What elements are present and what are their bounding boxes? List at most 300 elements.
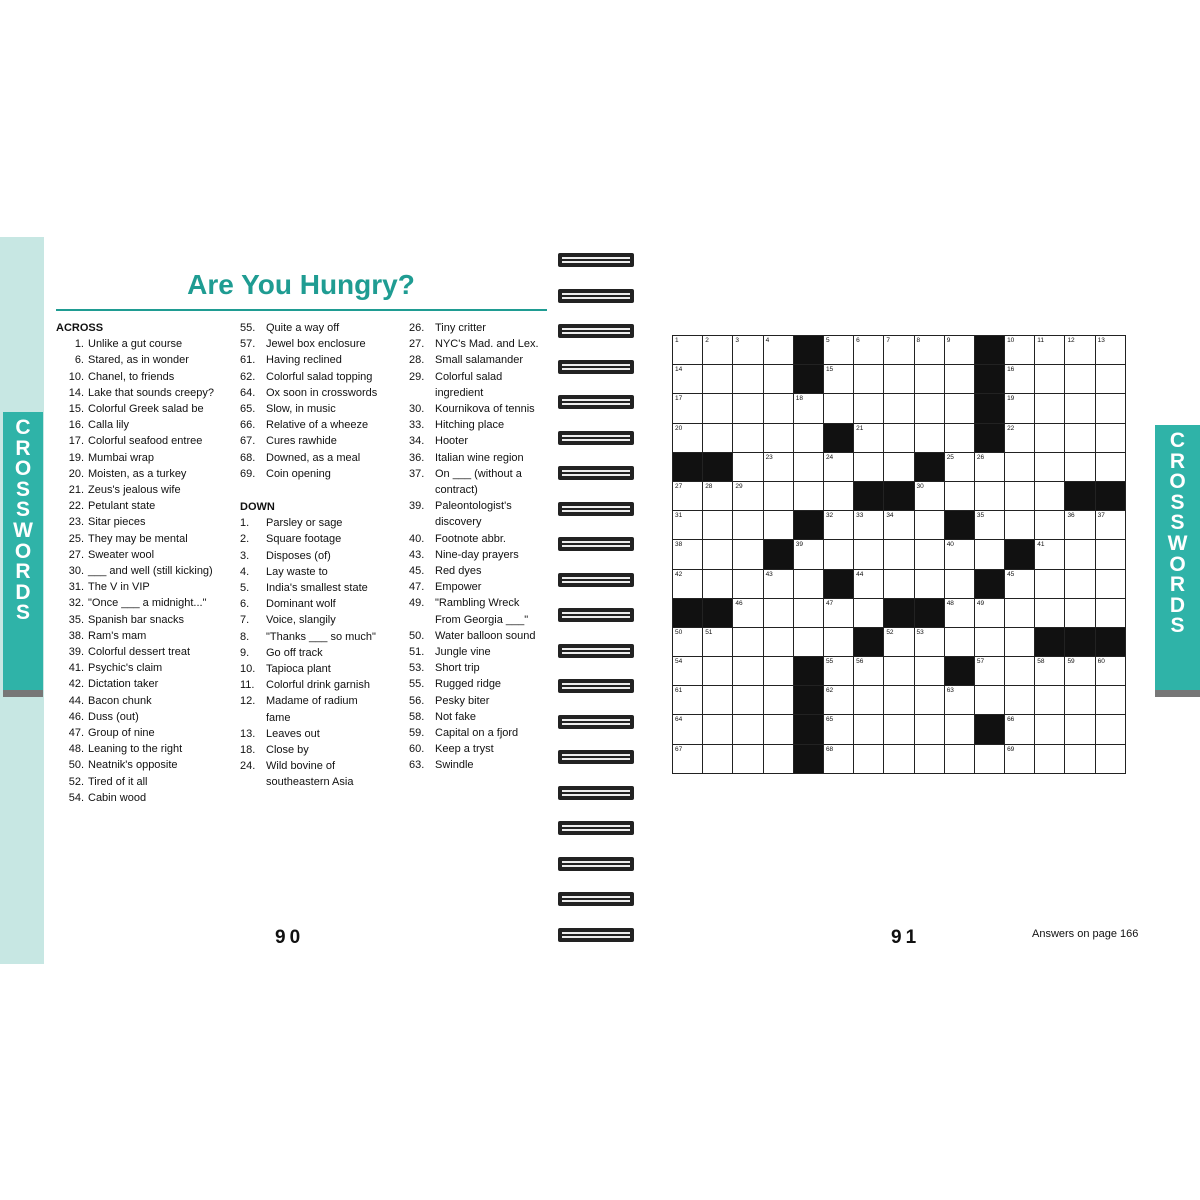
clue-number: 59. — [409, 727, 425, 740]
grid-cell[interactable] — [944, 452, 974, 481]
grid-cell[interactable] — [974, 511, 1004, 540]
clue-text: Chanel, to friends — [88, 370, 175, 383]
page-number-right: 91 — [891, 927, 921, 948]
binding-ring-icon — [557, 854, 637, 874]
grid-cell[interactable] — [974, 481, 1004, 510]
grid-cell[interactable] — [854, 598, 884, 627]
grid-cell[interactable] — [733, 598, 763, 627]
clue-text: Kournikova of tennis — [435, 403, 535, 416]
grid-cell[interactable] — [763, 394, 793, 423]
cell-number: 59 — [1067, 658, 1075, 666]
grid-cell[interactable] — [1005, 657, 1035, 686]
grid-cell[interactable] — [673, 627, 703, 656]
grid-cell[interactable] — [823, 627, 853, 656]
grid-cell[interactable] — [944, 715, 974, 744]
grid-cell[interactable] — [1005, 481, 1035, 510]
grid-cell[interactable] — [884, 394, 914, 423]
black-square — [944, 511, 974, 540]
grid-cell[interactable] — [1005, 511, 1035, 540]
binding-ring-icon — [557, 428, 637, 448]
clue-text: Ram's mam — [88, 629, 147, 642]
grid-cell[interactable] — [1005, 627, 1035, 656]
grid-cell[interactable] — [944, 744, 974, 773]
grid-cell[interactable] — [854, 365, 884, 394]
grid-cell[interactable] — [733, 744, 763, 773]
grid-cell[interactable] — [703, 481, 733, 510]
grid-cell[interactable] — [914, 569, 944, 598]
grid-cell[interactable] — [823, 657, 853, 686]
grid-cell[interactable] — [1035, 569, 1065, 598]
grid-cell[interactable] — [733, 569, 763, 598]
clue-number: 30. — [68, 565, 84, 578]
grid-cell[interactable] — [854, 336, 884, 365]
clue-text: Having reclined — [266, 354, 342, 367]
cell-number: 50 — [675, 628, 683, 636]
grid-cell[interactable] — [914, 511, 944, 540]
black-square — [1005, 540, 1035, 569]
black-square — [793, 715, 823, 744]
grid-cell[interactable] — [793, 481, 823, 510]
grid-cell[interactable] — [944, 686, 974, 715]
grid-cell[interactable] — [854, 452, 884, 481]
grid-cell[interactable] — [703, 686, 733, 715]
grid-cell[interactable] — [733, 715, 763, 744]
grid-cell[interactable] — [703, 511, 733, 540]
grid-cell[interactable] — [914, 394, 944, 423]
grid-cell[interactable] — [673, 540, 703, 569]
grid-cell[interactable] — [823, 452, 853, 481]
clue-number: 43. — [409, 548, 425, 561]
grid-cell[interactable] — [1095, 511, 1125, 540]
grid-cell[interactable] — [793, 569, 823, 598]
grid-cell[interactable] — [1035, 715, 1065, 744]
clue-text: Sweater wool — [88, 548, 155, 561]
grid-cell[interactable] — [1065, 452, 1095, 481]
cell-number: 65 — [825, 716, 834, 724]
grid-cell[interactable] — [703, 336, 733, 365]
grid-cell[interactable] — [914, 481, 944, 510]
grid-cell[interactable] — [823, 481, 853, 510]
grid-cell[interactable] — [854, 744, 884, 773]
binding-ring-icon — [557, 499, 637, 519]
clue-number: 53. — [409, 662, 425, 675]
grid-cell[interactable] — [733, 394, 763, 423]
clue-item — [56, 725, 231, 741]
grid-cell[interactable] — [884, 744, 914, 773]
grid-cell[interactable] — [733, 627, 763, 656]
grid-cell[interactable] — [884, 686, 914, 715]
grid-cell[interactable] — [1065, 423, 1095, 452]
grid-cell[interactable] — [763, 481, 793, 510]
grid-cell[interactable] — [884, 715, 914, 744]
grid-cell[interactable] — [974, 598, 1004, 627]
clue-item — [240, 596, 405, 612]
grid-cell[interactable] — [733, 336, 763, 365]
grid-cell[interactable] — [823, 394, 853, 423]
clue-text: Parsley or sage — [266, 517, 343, 530]
grid-cell[interactable] — [974, 627, 1004, 656]
black-square — [974, 715, 1004, 744]
cell-number: 30 — [916, 482, 924, 490]
answers-note: Answers on page 166 — [1032, 928, 1139, 940]
grid-cell[interactable] — [673, 686, 703, 715]
grid-cell[interactable] — [944, 336, 974, 365]
cell-number: 43 — [765, 570, 773, 578]
grid-cell[interactable] — [854, 686, 884, 715]
grid-cell[interactable] — [1095, 715, 1125, 744]
grid-cell[interactable] — [823, 686, 853, 715]
grid-cell[interactable] — [823, 365, 853, 394]
grid-cell[interactable] — [823, 715, 853, 744]
clue-text: ___ and well (still kicking) — [88, 565, 213, 578]
grid-cell[interactable] — [1065, 744, 1095, 773]
grid-cell[interactable] — [974, 540, 1004, 569]
black-square — [673, 452, 703, 481]
clue-text: Italian wine region — [435, 451, 524, 464]
cell-number: 34 — [886, 512, 894, 520]
grid-row — [673, 336, 1126, 365]
grid-cell[interactable] — [673, 481, 703, 510]
grid-cell[interactable] — [823, 744, 853, 773]
clue-item — [240, 710, 405, 726]
grid-cell[interactable] — [914, 657, 944, 686]
across-heading: ACROSS — [56, 322, 104, 334]
binding-ring-icon — [557, 534, 637, 554]
grid-cell[interactable] — [1095, 336, 1125, 365]
grid-cell[interactable] — [703, 365, 733, 394]
grid-cell[interactable] — [673, 511, 703, 540]
grid-cell[interactable] — [733, 452, 763, 481]
grid-cell[interactable] — [793, 598, 823, 627]
grid-cell[interactable] — [1035, 657, 1065, 686]
grid-cell[interactable] — [673, 423, 703, 452]
grid-cell[interactable] — [1005, 423, 1035, 452]
cell-number: 48 — [946, 599, 954, 607]
crossword-grid[interactable] — [672, 335, 1126, 774]
black-square — [793, 511, 823, 540]
clue-number: 8. — [240, 630, 250, 643]
grid-cell[interactable] — [1065, 336, 1095, 365]
clue-number: 58. — [409, 710, 425, 723]
clue-number: 4. — [240, 565, 250, 578]
grid-cell[interactable] — [1005, 744, 1035, 773]
grid-cell[interactable] — [763, 365, 793, 394]
grid-cell[interactable] — [673, 394, 703, 423]
grid-cell[interactable] — [793, 540, 823, 569]
grid-cell[interactable] — [673, 657, 703, 686]
grid-cell[interactable] — [793, 394, 823, 423]
clue-item — [409, 757, 549, 773]
grid-cell[interactable] — [1095, 598, 1125, 627]
grid-cell[interactable] — [1095, 657, 1125, 686]
clue-item — [240, 693, 405, 709]
grid-cell[interactable] — [854, 715, 884, 744]
grid-cell[interactable] — [1095, 569, 1125, 598]
grid-cell[interactable] — [823, 598, 853, 627]
binding-ring-icon — [557, 321, 637, 341]
grid-cell[interactable] — [1035, 394, 1065, 423]
clue-item — [240, 352, 405, 368]
cell-number: 13 — [1097, 337, 1105, 344]
clue-text: Neatnik's opposite — [88, 759, 178, 772]
cell-number: 9 — [946, 337, 951, 344]
grid-cell[interactable] — [884, 365, 914, 394]
clue-number: 30. — [409, 403, 425, 416]
grid-cell[interactable] — [673, 365, 703, 394]
grid-cell[interactable] — [733, 540, 763, 569]
clue-number — [240, 774, 266, 790]
grid-cell[interactable] — [733, 481, 763, 510]
grid-cell[interactable] — [1095, 686, 1125, 715]
grid-cell[interactable] — [884, 657, 914, 686]
grid-cell[interactable] — [884, 336, 914, 365]
clue-number: 10. — [240, 663, 256, 676]
grid-cell[interactable] — [1035, 744, 1065, 773]
grid-cell[interactable] — [1065, 657, 1095, 686]
grid-cell[interactable] — [914, 744, 944, 773]
clue-text: Disposes (of) — [266, 549, 331, 562]
grid-cell[interactable] — [884, 511, 914, 540]
clue-item — [409, 709, 549, 725]
grid-cell[interactable] — [763, 686, 793, 715]
grid-cell[interactable] — [974, 452, 1004, 481]
grid-cell[interactable] — [673, 336, 703, 365]
cell-number: 39 — [795, 541, 803, 549]
clue-text: Close by — [266, 744, 309, 757]
grid-cell[interactable] — [914, 627, 944, 656]
clue-item — [409, 676, 549, 692]
grid-cell[interactable] — [854, 511, 884, 540]
clue-text: discovery — [435, 516, 482, 529]
grid-cell[interactable] — [944, 423, 974, 452]
grid-cell[interactable] — [914, 336, 944, 365]
grid-cell[interactable] — [974, 657, 1004, 686]
grid-cell[interactable] — [974, 686, 1004, 715]
clue-item — [409, 628, 549, 644]
grid-cell[interactable] — [793, 452, 823, 481]
grid-cell[interactable] — [944, 394, 974, 423]
grid-cell[interactable] — [914, 715, 944, 744]
grid-cell[interactable] — [733, 365, 763, 394]
grid-cell[interactable] — [1005, 686, 1035, 715]
grid-cell[interactable] — [1095, 365, 1125, 394]
clue-number: 60. — [409, 743, 425, 756]
clue-text: Group of nine — [88, 727, 155, 740]
binding-ring-icon — [557, 570, 637, 590]
grid-cell[interactable] — [673, 569, 703, 598]
grid-cell[interactable] — [763, 569, 793, 598]
grid-cell[interactable] — [1065, 569, 1095, 598]
clue-item — [56, 612, 231, 628]
clue-number — [240, 710, 266, 726]
grid-cell[interactable] — [673, 715, 703, 744]
clue-text: Psychic's claim — [88, 662, 163, 675]
grid-cell[interactable] — [1095, 540, 1125, 569]
clue-item — [409, 336, 549, 352]
grid-cell[interactable] — [763, 744, 793, 773]
grid-cell[interactable] — [1005, 569, 1035, 598]
grid-cell[interactable] — [884, 569, 914, 598]
binding-ring-icon — [557, 605, 637, 625]
grid-cell[interactable] — [703, 715, 733, 744]
grid-cell[interactable] — [1065, 511, 1095, 540]
grid-cell[interactable] — [1065, 365, 1095, 394]
grid-cell[interactable] — [733, 511, 763, 540]
clue-text: Dominant wolf — [266, 598, 336, 611]
grid-cell[interactable] — [1005, 365, 1035, 394]
grid-cell[interactable] — [793, 627, 823, 656]
clue-item — [240, 369, 405, 385]
binding-ring-icon — [557, 783, 637, 803]
clue-number: 18. — [240, 744, 256, 757]
clue-item — [240, 450, 405, 466]
grid-cell[interactable] — [1005, 598, 1035, 627]
clue-item — [240, 661, 405, 677]
clue-number: 50. — [409, 629, 425, 642]
binding-ring-icon — [557, 357, 637, 377]
clue-item — [56, 531, 231, 547]
grid-cell[interactable] — [703, 394, 733, 423]
cell-number: 10 — [1007, 337, 1015, 344]
grid-cell[interactable] — [1095, 423, 1125, 452]
clue-text: Jewel box enclosure — [266, 338, 366, 351]
clue-text: Colorful salad — [435, 370, 503, 383]
grid-cell[interactable] — [884, 423, 914, 452]
grid-cell[interactable] — [914, 686, 944, 715]
black-square — [1095, 481, 1125, 510]
grid-cell[interactable] — [823, 336, 853, 365]
clue-number: 64. — [240, 386, 256, 399]
grid-cell[interactable] — [1095, 452, 1125, 481]
grid-cell[interactable] — [1035, 423, 1065, 452]
clue-item — [240, 612, 405, 628]
clue-text: Petulant state — [88, 500, 156, 513]
grid-cell[interactable] — [763, 452, 793, 481]
grid-cell[interactable] — [914, 365, 944, 394]
grid-cell[interactable] — [823, 540, 853, 569]
grid-cell[interactable] — [1095, 394, 1125, 423]
clue-number: 15. — [68, 403, 84, 416]
grid-cell[interactable] — [1005, 715, 1035, 744]
clue-text: From Georgia ___" — [435, 613, 529, 626]
grid-cell[interactable] — [854, 540, 884, 569]
clue-number: 29. — [409, 370, 425, 383]
grid-cell[interactable] — [763, 715, 793, 744]
clue-number: 36. — [409, 451, 425, 464]
grid-cell[interactable] — [884, 452, 914, 481]
clue-item — [240, 466, 405, 482]
black-square — [1095, 627, 1125, 656]
grid-cell[interactable] — [1065, 715, 1095, 744]
clue-number: 62. — [240, 370, 256, 383]
grid-cell[interactable] — [1035, 686, 1065, 715]
grid-cell[interactable] — [703, 657, 733, 686]
grid-cell[interactable] — [1035, 481, 1065, 510]
grid-cell[interactable] — [1035, 365, 1065, 394]
grid-cell[interactable] — [703, 744, 733, 773]
grid-cell[interactable] — [854, 394, 884, 423]
clue-number: 10. — [68, 370, 84, 383]
grid-cell[interactable] — [974, 744, 1004, 773]
grid-cell[interactable] — [914, 540, 944, 569]
grid-cell[interactable] — [944, 598, 974, 627]
cell-number: 56 — [856, 658, 864, 666]
grid-cell[interactable] — [1035, 452, 1065, 481]
grid-cell[interactable] — [763, 627, 793, 656]
grid-cell[interactable] — [1005, 336, 1035, 365]
grid-cell[interactable] — [763, 336, 793, 365]
grid-cell[interactable] — [703, 423, 733, 452]
clue-item — [56, 369, 231, 385]
grid-cell[interactable] — [854, 657, 884, 686]
grid-cell[interactable] — [703, 627, 733, 656]
grid-cell[interactable] — [793, 423, 823, 452]
cell-number: 26 — [976, 453, 985, 461]
grid-cell[interactable] — [1065, 686, 1095, 715]
grid-cell[interactable] — [944, 481, 974, 510]
clue-item — [240, 742, 405, 758]
clue-text: Capital on a fjord — [435, 727, 519, 740]
grid-cell[interactable] — [763, 657, 793, 686]
cell-number: 2 — [705, 337, 709, 344]
grid-cell[interactable] — [733, 657, 763, 686]
clue-number: 47. — [68, 727, 84, 740]
black-square — [793, 686, 823, 715]
cell-number: 11 — [1037, 337, 1044, 344]
clue-number: 28. — [409, 354, 425, 367]
grid-cell[interactable] — [914, 423, 944, 452]
clue-text: Duss (out) — [88, 710, 139, 723]
grid-cell[interactable] — [1005, 452, 1035, 481]
clue-text: Coin opening — [266, 467, 331, 480]
grid-cell[interactable] — [1035, 336, 1065, 365]
grid-cell[interactable] — [944, 540, 974, 569]
grid-cell[interactable] — [763, 423, 793, 452]
grid-cell[interactable] — [884, 540, 914, 569]
clue-number: 65. — [240, 403, 256, 416]
grid-cell[interactable] — [944, 627, 974, 656]
grid-cell[interactable] — [673, 744, 703, 773]
grid-cell[interactable] — [733, 423, 763, 452]
grid-cell[interactable] — [854, 423, 884, 452]
grid-cell[interactable] — [1095, 744, 1125, 773]
grid-cell[interactable] — [854, 569, 884, 598]
black-square — [974, 336, 1004, 365]
black-square — [1065, 627, 1095, 656]
grid-cell[interactable] — [1065, 598, 1095, 627]
grid-cell[interactable] — [823, 511, 853, 540]
grid-cell[interactable] — [884, 627, 914, 656]
grid-cell[interactable] — [944, 365, 974, 394]
grid-cell[interactable] — [703, 569, 733, 598]
grid-cell[interactable] — [1065, 540, 1095, 569]
grid-cell[interactable] — [733, 686, 763, 715]
cell-number: 64 — [675, 716, 683, 724]
grid-cell[interactable] — [1035, 598, 1065, 627]
grid-cell[interactable] — [763, 598, 793, 627]
clue-number: 20. — [68, 467, 84, 480]
clue-number: 38. — [68, 629, 84, 642]
grid-cell[interactable] — [763, 511, 793, 540]
grid-cell[interactable] — [944, 569, 974, 598]
grid-cell[interactable] — [1035, 540, 1065, 569]
page-number-left: 90 — [275, 927, 305, 948]
grid-cell[interactable] — [703, 540, 733, 569]
grid-cell[interactable] — [1035, 511, 1065, 540]
grid-cell[interactable] — [1065, 394, 1095, 423]
grid-cell[interactable] — [1005, 394, 1035, 423]
clue-item — [409, 531, 549, 547]
